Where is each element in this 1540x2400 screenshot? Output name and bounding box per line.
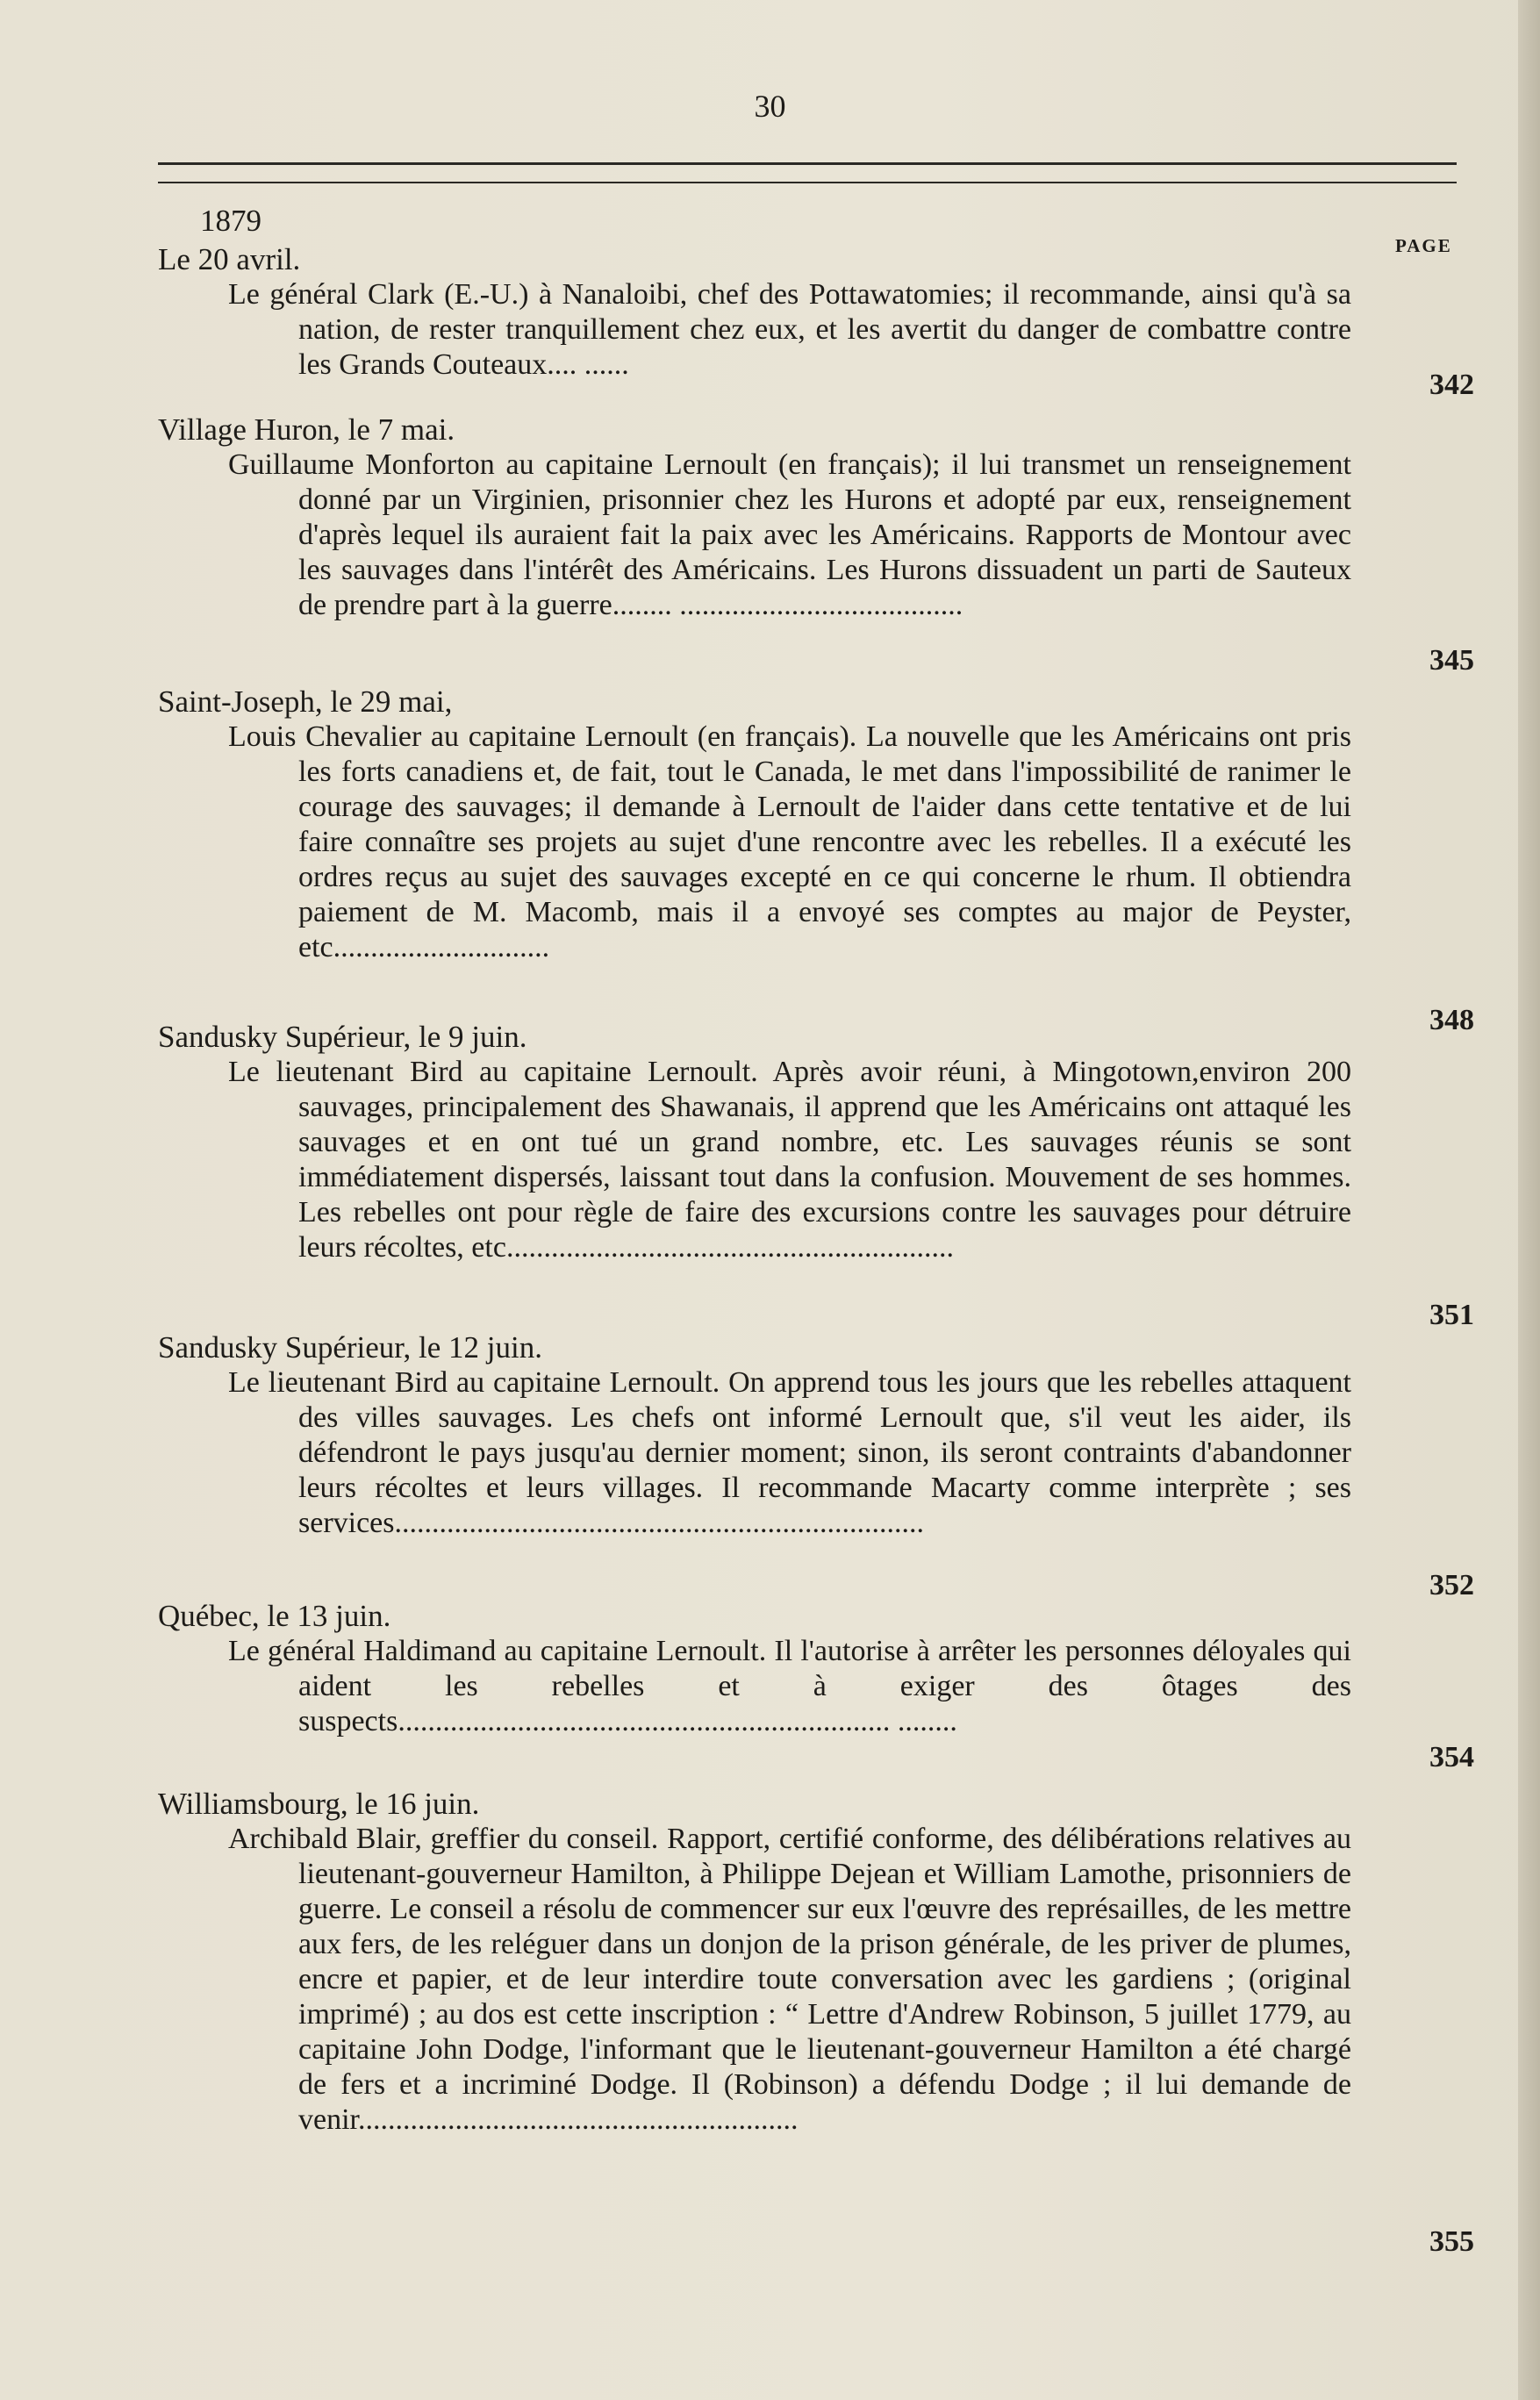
entry-page-ref: 345 — [1429, 644, 1474, 677]
entry-place-date: Sandusky Supérieur, le 9 juin. — [158, 1020, 527, 1054]
entry — [158, 412, 1474, 677]
header-rule-lower — [158, 182, 1457, 183]
year-heading: 1879 — [200, 204, 261, 238]
entry-text — [228, 720, 1351, 965]
entry-text — [228, 1822, 1351, 2138]
entry — [158, 1020, 1474, 1331]
entry-place-date: Le 20 avril. — [158, 242, 301, 276]
entry-description: Le lieutenant Bird au capitaine Lernoult. On apprend tous les jours que les rebelles attaquent des villes sauvages. Les chefs ont informé Lernoult que, s'il veut les aider, ils défendront le pays jusqu'au dernier moment; sinon, ils seront contraints d'abandonner leurs récoltes et leurs villages. Il recommande Macarty comme interprète ; ses services....................................................................... — [228, 1366, 1351, 1539]
entry-text — [228, 1055, 1351, 1265]
page-number: 30 — [754, 89, 786, 124]
entry-page-ref: 354 — [1429, 1741, 1474, 1773]
entry-place-date: Saint-Joseph, le 29 mai, — [158, 684, 453, 719]
entry-text — [228, 448, 1351, 623]
entry-place-date: Village Huron, le 7 mai. — [158, 412, 455, 447]
entry — [158, 242, 1474, 401]
entry-page-ref: 355 — [1429, 2225, 1474, 2258]
page-column-label: PAGE — [1395, 235, 1452, 256]
entry-text — [228, 1365, 1351, 1541]
entry-text — [228, 1634, 1351, 1739]
entry-description: Archibald Blair, greffier du conseil. Rapport, certifié conforme, des délibérations relatives au lieutenant-gouverneur Hamilton, à Philippe Dejean et William Lamothe, prisonniers de guerre. Le conseil a résolu de commencer sur eux l'œuvre des représailles, de les mettre aux fers, de les reléguer dans un donjon de la prison générale, de les priver de plumes, encre et papier, et de leur interdire toute conversation avec les gardiens ; (original imprimé) ; au dos est cette inscription : “ Lettre d'Andrew Robinson, 5 juillet 1779, au capitaine John Dodge, l'informant que le lieutenant-gouverneur Hamilton a été chargé de fers et a incriminé Dodge. Il (Robinson) a défendu Dodge ; il lui demande de venir........................................................... — [228, 1823, 1351, 2136]
entry-description: Le général Clark (E.-U.) à Nanaloibi, chef des Pottawatomies; il recommande, ainsi qu'à sa nation, de rester tranquillement chez eux, et les avertit du danger de combattre contre les Grands Couteaux.... ...... — [228, 278, 1351, 381]
entry-page-ref: 352 — [1429, 1569, 1474, 1601]
page-edge — [1518, 0, 1540, 2400]
entry — [158, 684, 1474, 1036]
entry-description: Le lieutenant Bird au capitaine Lernoult. Après avoir réuni, à Mingotown,environ 200 sauvages, principalement des Shawanais, il apprend que les Américains ont attaqué les sauvages et en ont tué un grand nombre, etc. Les sauvages réunis se sont immédiatement dispersés, laissant tout dans la confusion. Mouvement de ses hommes. Les rebelles ont pour règle de faire des excursions contre les sauvages pour détruire leurs récoltes, etc............................................................ — [228, 1056, 1351, 1264]
entry-place-date: Williamsbourg, le 16 juin. — [158, 1787, 480, 1821]
entry-place-date: Québec, le 13 juin. — [158, 1599, 391, 1633]
entry-text — [228, 277, 1351, 383]
entry-page-ref: 348 — [1429, 1004, 1474, 1036]
entry — [158, 1330, 1474, 1601]
entry-description: Louis Chevalier au capitaine Lernoult (en français). La nouvelle que les Américains ont pris les forts canadiens et, de fait, tout le Canada, le met dans l'impossibilité de ranimer le courage des sauvages; il demande à Lernoult de l'aider dans cette tentative et de lui faire connaître ses projets au sujet d'une rencontre avec les rebelles. Il a exécuté les ordres reçus au sujet des sauvages excepté en ce qui concerne le rhum. Il obtiendra paiement de M. Macomb, mais il a envoyé ses comptes au major de Peyster, etc............................. — [228, 720, 1351, 964]
entry-page-ref: 342 — [1429, 369, 1474, 401]
header-rule — [158, 162, 1457, 165]
entry — [158, 1787, 1474, 2258]
entry-page-ref: 351 — [1429, 1299, 1474, 1331]
entry-description: Guillaume Monforton au capitaine Lernoult (en français); il lui transmet un renseignement donné par un Virginien, prisonnier chez les Hurons et adopté par eux, renseignement d'après lequel ils auraient fait la paix avec les Américains. Rapports de Montour avec les sauvages dans l'intérêt des Américains. Les Hurons dissuadent un parti de Sauteux de prendre part à la guerre........ ...................................... — [228, 448, 1351, 621]
entry-place-date: Sandusky Supérieur, le 12 juin. — [158, 1330, 542, 1365]
entry — [158, 1599, 1474, 1773]
entry-description: Le général Haldimand au capitaine Lernoult. Il l'autorise à arrêter les personnes déloyales qui aident les rebelles et à exiger des ôtages des suspects.................................................................. ........ — [228, 1635, 1351, 1737]
